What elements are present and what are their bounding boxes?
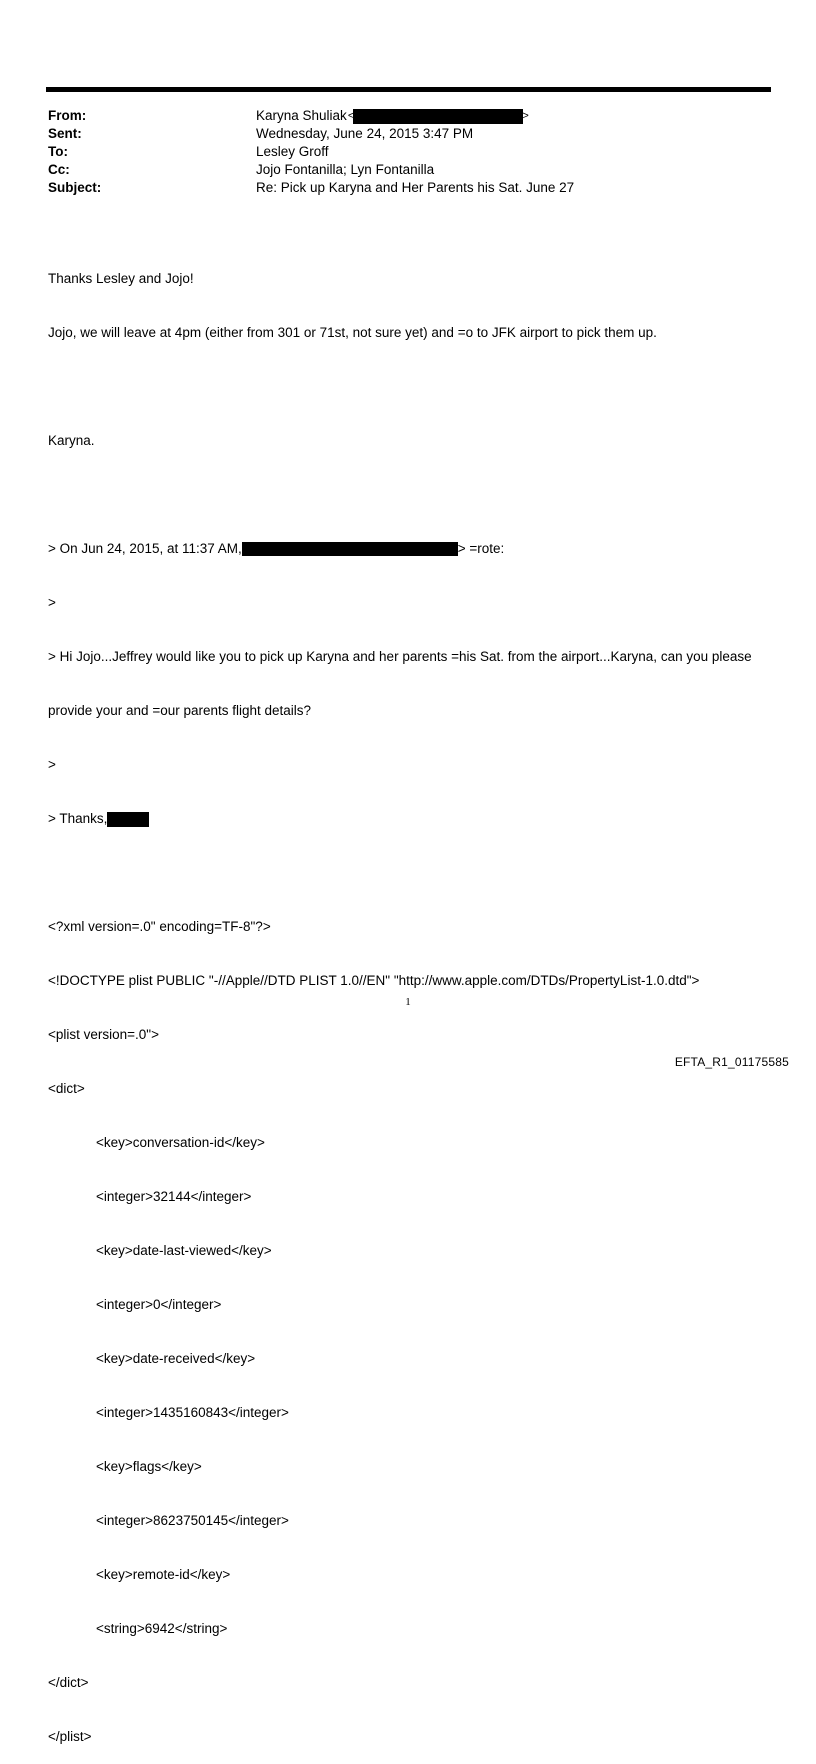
from-label: From:	[48, 108, 87, 123]
xml-line: <dict>	[48, 1081, 85, 1096]
page-number: 1	[405, 996, 411, 1008]
xml-entry: <key>date-last-viewed</key>	[96, 1243, 272, 1258]
to-label: To:	[48, 144, 68, 159]
quote-intro-prefix: > On Jun 24, 2015, at 11:37 AM,	[48, 541, 242, 556]
quote-thanks-text: > Thanks,	[48, 811, 108, 826]
redaction-block	[107, 812, 149, 827]
xml-entry: <string>6942</string>	[96, 1621, 228, 1636]
xml-entry: <key>date-received</key>	[96, 1351, 256, 1366]
sent-label: Sent:	[48, 126, 82, 141]
document-id: EFTA_R1_01175585	[674, 1055, 789, 1069]
xml-entry: <key>remote-id</key>	[96, 1567, 231, 1582]
quote-line: > Hi Jojo...Jeffrey would like you to pick up Karyna and her parents =his Sat. from the airport...Karyna, can you please	[48, 649, 752, 664]
xml-line: </dict>	[48, 1675, 89, 1690]
quote-intro-suffix: > =rote:	[457, 541, 505, 556]
quote-line: >	[48, 595, 56, 610]
sent-row	[48, 125, 770, 143]
email-header	[48, 107, 770, 197]
quote-intro	[48, 540, 770, 558]
body-line: Thanks Lesley and Jojo!	[48, 271, 194, 286]
redaction-block	[353, 109, 523, 124]
xml-entry: <key>conversation-id</key>	[96, 1135, 265, 1150]
xml-entry: <key>flags</key>	[96, 1459, 202, 1474]
quote-line: >	[48, 757, 56, 772]
subject-value: Re: Pick up Karyna and Her Parents his Sat. June 27	[256, 180, 575, 195]
from-row	[48, 107, 770, 125]
xml-line: <plist version=.0">	[48, 1027, 159, 1042]
to-value: Lesley Groff	[256, 144, 329, 159]
subject-row	[48, 179, 770, 197]
cc-row	[48, 161, 770, 179]
xml-entry: <integer>8623750145</integer>	[96, 1513, 289, 1528]
xml-entry: <integer>32144</integer>	[96, 1189, 252, 1204]
sent-value: Wednesday, June 24, 2015 3:47 PM	[256, 126, 474, 141]
blank-line	[48, 486, 770, 504]
from-value	[256, 107, 523, 125]
from-name: Karyna Shuliak	[256, 108, 347, 123]
xml-entry: <integer>0</integer>	[96, 1297, 222, 1312]
xml-line: <!DOCTYPE plist PUBLIC "-//Apple//DTD PLIST 1.0//EN" "http://www.apple.com/DTDs/PropertyList-1.0.dtd">	[48, 973, 700, 988]
blank-line	[48, 864, 770, 882]
xml-line: </plist>	[48, 1729, 92, 1744]
redaction-block	[242, 542, 458, 556]
cc-value: Jojo Fontanilla; Lyn Fontanilla	[256, 162, 435, 177]
blank-line	[48, 378, 770, 396]
subject-label: Subject:	[48, 180, 102, 195]
xml-line: <?xml version=.0" encoding=TF-8"?>	[48, 919, 271, 934]
quote-thanks	[48, 810, 770, 828]
header-divider	[46, 87, 771, 92]
xml-entry: <integer>1435160843</integer>	[96, 1405, 289, 1420]
to-row	[48, 143, 770, 161]
body-line: Jojo, we will leave at 4pm (either from 301 or 71st, not sure yet) and =o to JFK airport to pick them up.	[48, 325, 657, 340]
cc-label: Cc:	[48, 162, 70, 177]
quote-line: provide your and =our parents flight details?	[48, 703, 312, 718]
signoff: Karyna.	[48, 433, 95, 448]
